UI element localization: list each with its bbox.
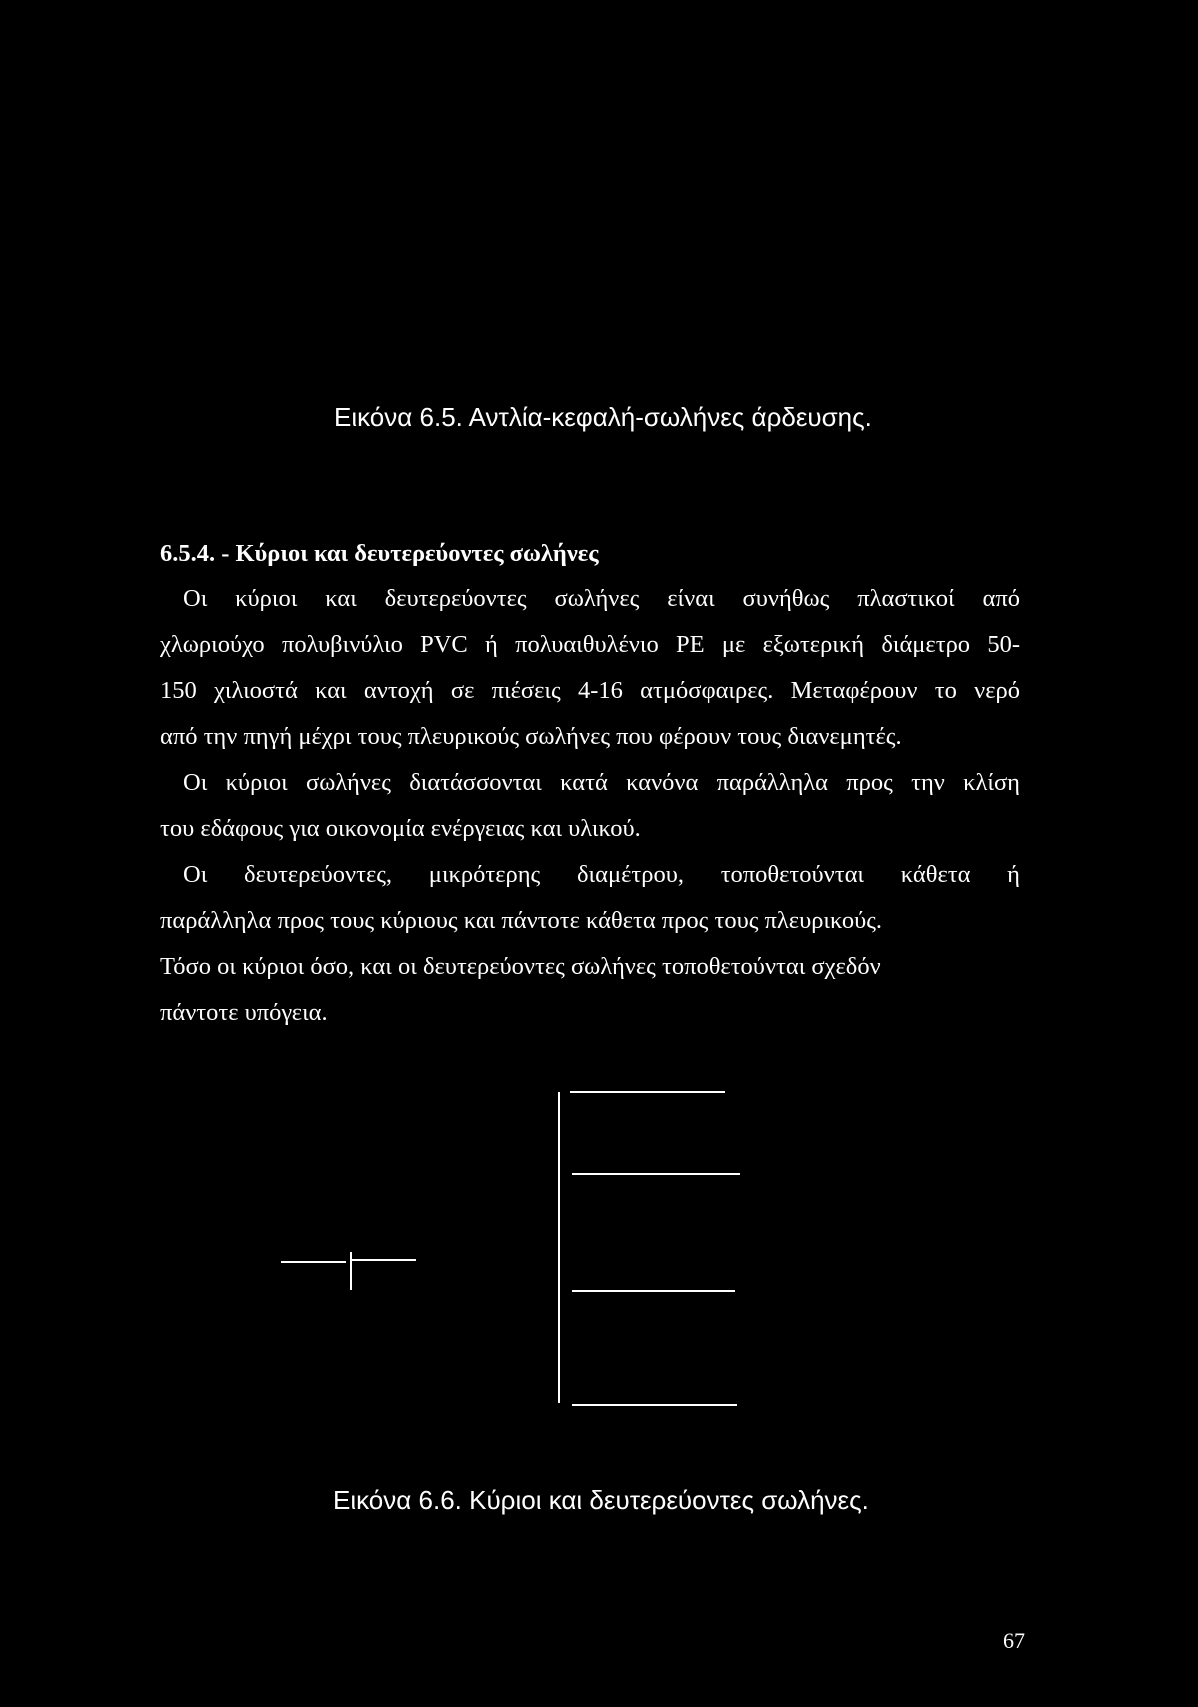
paragraph-line: Οι κύριοι σωλήνες διατάσσονται κατά κανόνα παράλληλα προς την κλίση xyxy=(183,769,1020,796)
figure-6-6-caption: Εικόνα 6.6. Κύριοι και δευτερεύοντες σωλήνες. xyxy=(333,1485,869,1515)
section-heading: 6.5.4. - Κύριοι και δευτερεύοντες σωλήνες xyxy=(160,540,599,567)
paragraph-line: Τόσο οι κύριοι όσο, και οι δευτερεύοντες σωλήνες τοποθετούνται σχεδόν xyxy=(160,953,881,980)
paragraph-line: πάντοτε υπόγεια. xyxy=(160,999,328,1026)
paragraph-line: χλωριούχο πολυβινύλιο PVC ή πολυαιθυλένιο PE με εξωτερική διάμετρο 50- xyxy=(160,631,1020,658)
paragraph-line: Οι δευτερεύοντες, μικρότερης διαμέτρου, τοποθετούνται κάθετα ή xyxy=(183,861,1020,888)
page-number: 67 xyxy=(1003,1628,1025,1653)
paragraph-line: 150 χιλιοστά και αντοχή σε πιέσεις 4-16 ατμόσφαιρες. Μεταφέρουν το νερό xyxy=(160,677,1020,704)
paragraph-line: του εδάφους για οικονομία ενέργειας και υλικού. xyxy=(160,815,641,842)
figure-6-5-caption: Εικόνα 6.5. Αντλία-κεφαλή-σωλήνες άρδευσης. xyxy=(334,402,872,432)
paragraph-line: Οι κύριοι και δευτερεύοντες σωλήνες είναι συνήθως πλαστικοί από xyxy=(183,585,1020,612)
paragraph-line: παράλληλα προς τους κύριους και πάντοτε κάθετα προς τους πλευρικούς. xyxy=(160,907,883,934)
paragraph-line: από την πηγή μέχρι τους πλευρικούς σωλήνες που φέρουν τους διανεμητές. xyxy=(160,723,902,750)
